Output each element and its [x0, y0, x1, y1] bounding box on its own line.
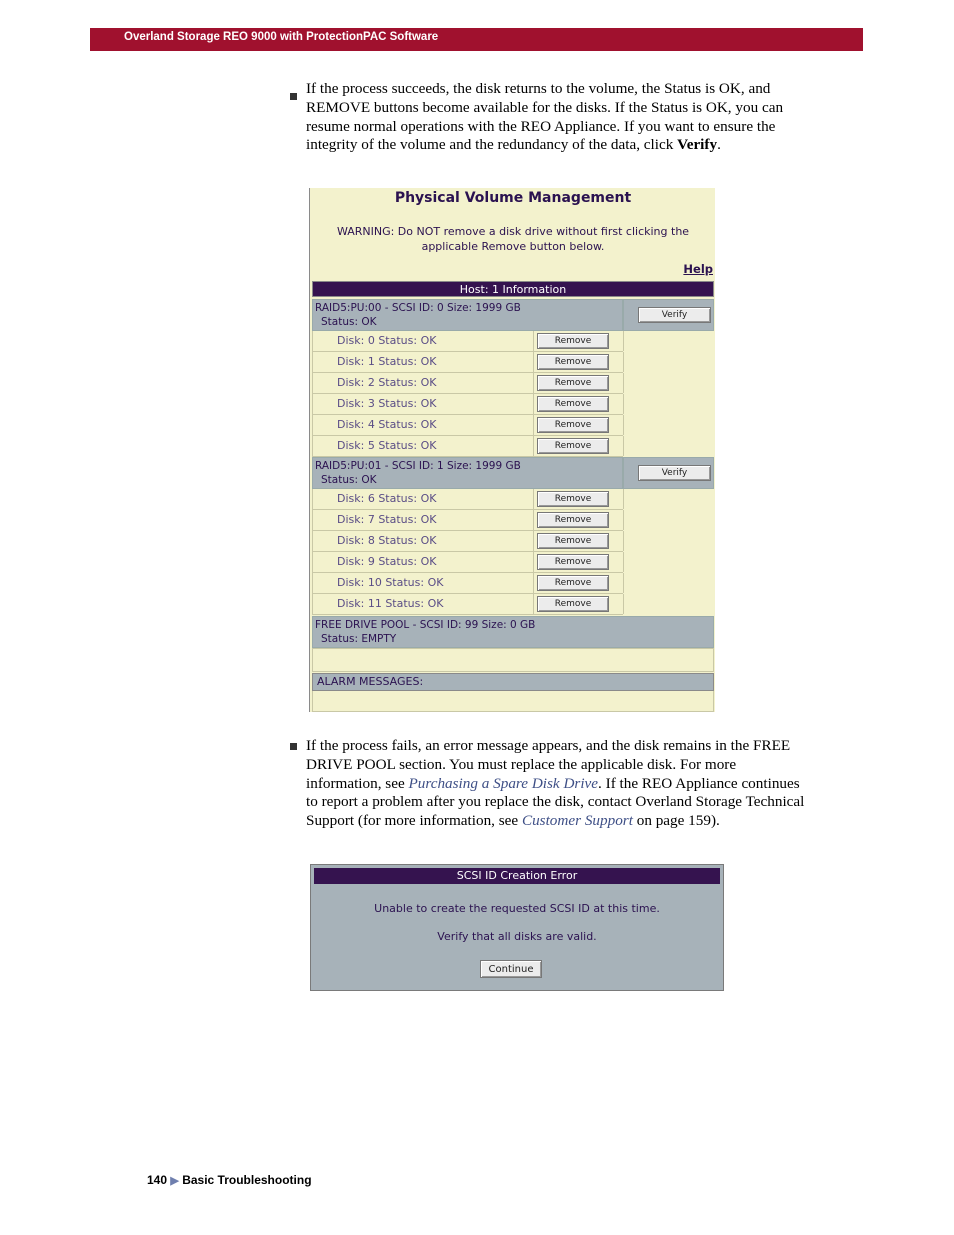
running-header-title: Overland Storage REO 9000 with ProtectionPAC Software [124, 31, 439, 43]
disk-row [312, 510, 623, 531]
pu-01-verify-cell [623, 457, 714, 489]
disk-label: Disk: 0 Status: OK [312, 331, 534, 351]
physical-volume-management-panel [309, 188, 715, 712]
remove-button[interactable]: Remove [537, 417, 609, 433]
disk-row [312, 415, 623, 436]
purchasing-spare-disk-link[interactable]: Purchasing a Spare Disk Drive [408, 774, 599, 792]
paragraph-text: . If the REO Appliance continues to report a problem after you replace the disk, contact Overland Storage Technical Support (for more information, see [306, 774, 805, 830]
verify-button[interactable]: Verify [638, 307, 711, 323]
remove-button[interactable]: Remove [537, 596, 609, 612]
paragraph-text: If the process succeeds, the disk returns to the volume, the Status is OK, and REMOVE buttons become available for the disks. If the Status is OK, you can resume normal operations with the REO Appliance. If you want to ensure the integrity of the volume and the redundancy of the data, click [306, 80, 784, 154]
remove-button[interactable]: Remove [537, 554, 609, 570]
disk-row [312, 552, 623, 573]
disk-remove-cell [534, 415, 624, 435]
pu-01-info: RAID5:PU:01 - SCSI ID: 1 Size: 1999 GB [315, 460, 521, 472]
disk-label: Disk: 7 Status: OK [312, 510, 534, 530]
error-message-1: Unable to create the requested SCSI ID at this time. [374, 902, 660, 915]
panel-title: Physical Volume Management [394, 190, 632, 206]
disk-row [312, 331, 623, 352]
remove-button[interactable]: Remove [537, 354, 609, 370]
arrow-right-icon: ▶ [170, 1175, 179, 1187]
page-footer [147, 1173, 312, 1187]
disk-label: Disk: 3 Status: OK [312, 394, 534, 414]
disk-row [312, 489, 623, 510]
free-drive-pool-header [312, 616, 714, 648]
verify-button[interactable]: Verify [638, 465, 711, 481]
customer-support-link[interactable]: Customer Support [521, 812, 633, 830]
scsi-id-error-dialog [310, 864, 724, 991]
paragraph-failure [306, 737, 806, 831]
disk-label: Disk: 2 Status: OK [312, 373, 534, 393]
disk-remove-cell [534, 373, 624, 393]
continue-button[interactable]: Continue [480, 960, 542, 978]
disk-remove-cell [534, 510, 624, 530]
disk-row [312, 594, 623, 615]
remove-button[interactable]: Remove [537, 533, 609, 549]
bullet-marker [290, 743, 297, 750]
remove-button[interactable]: Remove [537, 512, 609, 528]
running-header [90, 28, 863, 51]
pu-01-header [312, 457, 623, 489]
pu-00-right-pad [623, 331, 714, 457]
paragraph-text: on page 159). [632, 812, 720, 830]
section-name: Basic Troubleshooting [182, 1173, 312, 1187]
pu-01-right-pad [623, 489, 714, 615]
disk-label: Disk: 11 Status: OK [312, 594, 534, 614]
host-information-bar: Host: 1 Information [312, 281, 714, 297]
disk-remove-cell [534, 552, 624, 572]
error-dialog-title: SCSI ID Creation Error [314, 868, 720, 884]
disk-row [312, 436, 623, 457]
warning-message [310, 224, 716, 254]
alarm-messages-area [312, 691, 714, 712]
disk-label: Disk: 5 Status: OK [312, 436, 534, 456]
disk-row [312, 373, 623, 394]
remove-button[interactable]: Remove [537, 491, 609, 507]
alarm-messages-header: ALARM MESSAGES: [312, 673, 714, 691]
bullet-marker [290, 93, 297, 100]
pu-00-header [312, 299, 623, 331]
disk-remove-cell [534, 573, 624, 593]
disk-remove-cell [534, 394, 624, 414]
disk-label: Disk: 1 Status: OK [312, 352, 534, 372]
remove-button[interactable]: Remove [537, 375, 609, 391]
disk-remove-cell [534, 331, 624, 351]
help-link[interactable]: Help [683, 262, 713, 276]
page-number: 140 [147, 1173, 168, 1187]
disk-row [312, 573, 623, 594]
disk-remove-cell [534, 594, 624, 614]
remove-button[interactable]: Remove [537, 396, 609, 412]
disk-row [312, 352, 623, 373]
remove-button[interactable]: Remove [537, 438, 609, 454]
disk-remove-cell [534, 352, 624, 372]
pu-00-verify-cell [623, 299, 714, 331]
pu-00-info: RAID5:PU:00 - SCSI ID: 0 Size: 1999 GB [315, 302, 521, 314]
warning-line-1: WARNING: Do NOT remove a disk drive without first clicking the [336, 225, 690, 238]
disk-label: Disk: 6 Status: OK [312, 489, 534, 509]
disk-remove-cell [534, 531, 624, 551]
free-pool-info: FREE DRIVE POOL - SCSI ID: 99 Size: 0 GB [315, 619, 536, 631]
disk-remove-cell [534, 436, 624, 456]
remove-button[interactable]: Remove [537, 333, 609, 349]
paragraph-success [306, 80, 806, 155]
free-pool-area [312, 648, 714, 672]
warning-line-2: applicable Remove button below. [421, 240, 605, 253]
disk-remove-cell [534, 489, 624, 509]
disk-label: Disk: 9 Status: OK [312, 552, 534, 572]
remove-button[interactable]: Remove [537, 575, 609, 591]
paragraph-text-end: . [717, 136, 721, 154]
pu-01-status: Status: OK [321, 474, 377, 486]
pu-00-status: Status: OK [321, 316, 377, 328]
disk-label: Disk: 4 Status: OK [312, 415, 534, 435]
disk-label: Disk: 10 Status: OK [312, 573, 534, 593]
disk-label: Disk: 8 Status: OK [312, 531, 534, 551]
paragraph-text: If the process fails, an error message appears, and the disk remains in the FREE DRIVE POOL section. You must replace the applicable disk. For more information, see [306, 737, 791, 792]
disk-row [312, 394, 623, 415]
disk-row [312, 531, 623, 552]
error-message-2: Verify that all disks are valid. [437, 930, 597, 943]
free-pool-status: Status: EMPTY [321, 633, 397, 645]
verify-emphasis: Verify [677, 136, 718, 154]
